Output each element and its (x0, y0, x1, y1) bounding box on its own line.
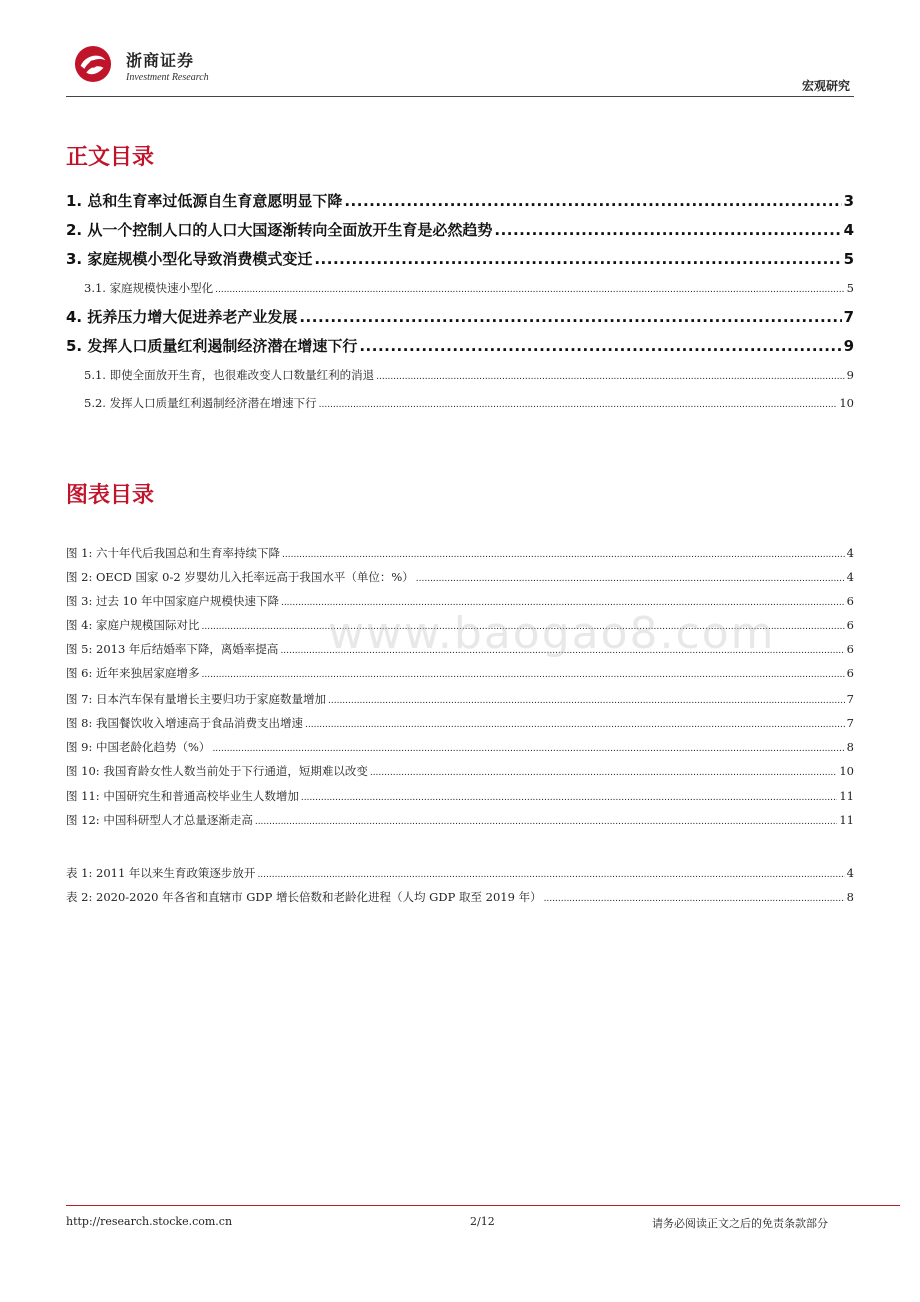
table-entry-label: 表 2: 2020-2020 年各省和直辖市 GDP 增长倍数和老龄化进程（人均 GDP 取至 2019 年） (66, 890, 542, 904)
figure-entry-label: 图 3: 过去 10 年中国家庭户规模快速下降 (66, 594, 279, 608)
report-section-label: 宏观研究 (801, 79, 850, 93)
figure-entry-2[interactable] (66, 569, 854, 585)
toc-entry-2[interactable] (66, 219, 854, 240)
figure-entry-label: 图 4: 家庭户规模国际对比 (66, 618, 200, 632)
toc-entry-page: 9 (843, 337, 854, 355)
leader-dots (314, 250, 841, 268)
header-divider (66, 96, 854, 97)
table-entry-1[interactable] (66, 865, 854, 881)
toc-entry-label: 5. 发挥人口质量红利遏制经济潜在增速下行 (66, 337, 358, 355)
toc-entry-page: 10 (839, 396, 854, 410)
figure-entry-page: 6 (846, 594, 854, 608)
toc-entry-5-1[interactable] (66, 367, 854, 383)
contents-title: 正文目录 (66, 145, 155, 170)
leader-dots (215, 285, 845, 295)
figure-entry-label: 图 12: 中国科研型人才总量逐渐走高 (66, 813, 253, 827)
leader-dots (370, 768, 838, 778)
figure-entry-page: 11 (839, 813, 854, 827)
figure-entry-label: 图 8: 我国餐饮收入增速高于食品消费支出增速 (66, 716, 303, 730)
figure-entry-page: 4 (846, 570, 854, 584)
figure-entry-label: 图 2: OECD 国家 0-2 岁婴幼儿入托率远高于我国水平（单位：%） (66, 570, 414, 584)
table-entry-page: 8 (846, 890, 854, 904)
leader-dots (282, 550, 845, 560)
toc-entry-page: 5 (846, 281, 854, 295)
toc-entry-page: 5 (843, 250, 854, 268)
toc-entry-page: 9 (846, 368, 854, 382)
company-name-en: Investment Research (126, 72, 209, 83)
figure-entry-7[interactable] (66, 691, 854, 707)
leader-dots (319, 400, 838, 410)
footer-disclaimer: 请务必阅读正文之后的免责条款部分 (652, 1217, 828, 1230)
toc-entry-label: 2. 从一个控制人口的人口大国逐渐转向全面放开生育是必然趋势 (66, 221, 493, 239)
toc-entry-4[interactable] (66, 306, 854, 327)
figure-entry-page: 10 (839, 764, 854, 778)
figure-entry-page: 7 (846, 692, 854, 706)
leader-dots (255, 817, 838, 827)
figure-entry-label: 图 6: 近年来独居家庭增多 (66, 666, 200, 680)
figure-entry-label: 图 1: 六十年代后我国总和生育率持续下降 (66, 546, 281, 560)
toc-entry-page: 4 (843, 221, 854, 239)
leader-dots (344, 192, 841, 210)
toc-entry-3-1[interactable] (66, 280, 854, 296)
figure-entry-page: 6 (846, 666, 854, 680)
footer-url[interactable]: http://research.stocke.com.cn (66, 1215, 233, 1228)
figure-entry-page: 6 (846, 642, 854, 656)
leader-dots (359, 337, 841, 355)
toc-entry-label: 1. 总和生育率过低源自生育意愿明显下降 (66, 192, 343, 210)
table-entry-page: 4 (846, 866, 854, 880)
figure-entry-label: 图 5: 2013 年后结婚率下降，离婚率提高 (66, 642, 279, 656)
figure-entry-page: 4 (846, 546, 854, 560)
toc-entry-label: 5.1. 即使全面放开生育，也很难改变人口数量红利的消退 (84, 368, 375, 382)
figure-entry-label: 图 9: 中国老龄化趋势（%） (66, 740, 211, 754)
figure-entry-page: 6 (846, 618, 854, 632)
leader-dots (494, 221, 841, 239)
leader-dots (212, 744, 844, 754)
leader-dots (376, 372, 845, 382)
figure-entry-11[interactable] (66, 788, 854, 804)
toc-entry-1[interactable] (66, 190, 854, 211)
toc-entry-5[interactable] (66, 335, 854, 356)
leader-dots (299, 308, 841, 326)
leader-dots (416, 574, 845, 584)
company-name-cn: 浙商证券 (126, 51, 195, 70)
figure-entry-10[interactable] (66, 763, 854, 779)
leader-dots (301, 793, 838, 803)
page-header (66, 40, 852, 96)
figure-entry-1[interactable] (66, 545, 854, 561)
figure-entry-8[interactable] (66, 715, 854, 731)
toc-entry-page: 3 (843, 192, 854, 210)
figure-entry-label: 图 10: 我国育龄女性人数当前处于下行通道，短期难以改变 (66, 764, 368, 778)
leader-dots (257, 870, 844, 880)
figure-entry-label: 图 7: 日本汽车保有量增长主要归功于家庭数量增加 (66, 692, 326, 706)
watermark: www.baogao8.com (328, 608, 776, 659)
toc-entry-label: 4. 抚养压力增大促进养老产业发展 (66, 308, 298, 326)
leader-dots (305, 720, 845, 730)
toc-entry-5-2[interactable] (66, 395, 854, 411)
table-entry-label: 表 1: 2011 年以来生育政策逐步放开 (66, 866, 256, 880)
figure-entry-page: 8 (846, 740, 854, 754)
figure-entry-3[interactable] (66, 593, 854, 609)
toc-entry-3[interactable] (66, 248, 854, 269)
toc-entry-label: 3. 家庭规模小型化导致消费模式变迁 (66, 250, 313, 268)
toc-entry-label: 5.2. 发挥人口质量红利遏制经济潜在增速下行 (84, 396, 317, 410)
figure-entry-12[interactable] (66, 812, 854, 828)
table-entry-2[interactable] (66, 889, 854, 905)
leader-dots (328, 696, 845, 706)
stocke-logo-icon (74, 44, 112, 84)
leader-dots (281, 598, 845, 608)
toc-entry-page: 7 (843, 308, 854, 326)
figures-title: 图表目录 (66, 483, 155, 508)
toc-entry-label: 3.1. 家庭规模快速小型化 (84, 281, 214, 295)
figure-entry-9[interactable] (66, 739, 854, 755)
leader-dots (544, 894, 845, 904)
footer-page-number: 2/12 (470, 1215, 495, 1228)
figure-entry-page: 11 (839, 789, 854, 803)
figure-entry-6[interactable] (66, 665, 854, 681)
footer-divider (66, 1205, 900, 1206)
leader-dots (202, 670, 845, 680)
figure-entry-label: 图 11: 中国研究生和普通高校毕业生人数增加 (66, 789, 299, 803)
figure-entry-page: 7 (846, 716, 854, 730)
